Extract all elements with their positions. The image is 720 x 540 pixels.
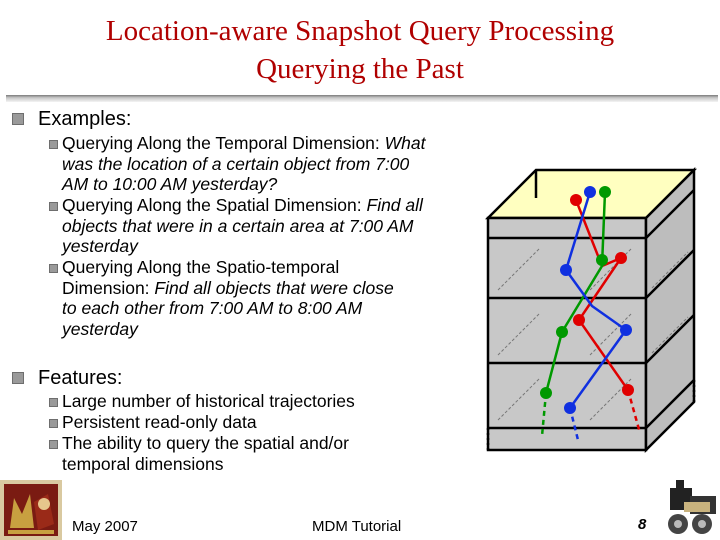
footer-date: May 2007 [72, 518, 138, 535]
slide-title-line2: Querying the Past [256, 53, 464, 85]
bullet-square-icon [12, 372, 24, 384]
example-item-temporal [62, 133, 432, 195]
features-heading: Features: [38, 367, 123, 389]
feature-item: Large number of historical trajectories [62, 391, 355, 411]
purdue-train-logo-icon [660, 478, 720, 540]
example-item-spatiotemporal [62, 257, 407, 339]
example-head: Querying Along the Temporal Dimension: [62, 133, 380, 153]
sub-bullet-icon [49, 202, 58, 211]
footer-title: MDM Tutorial [312, 518, 402, 535]
examples-heading: Examples: [38, 108, 132, 130]
sub-bullet-icon [49, 140, 58, 149]
example-body: Find all objects that were in a certain area at 7:00 AM yesterday [62, 195, 423, 256]
example-body: Find all objects that were close to each other from 7:00 AM to 8:00 AM yesterday [62, 277, 394, 339]
trajectory-cube-diagram [480, 158, 702, 458]
example-item-spatial [62, 195, 432, 257]
example-head: Querying Along the Spatio-temporal Dimension: [62, 257, 340, 298]
sub-bullet-icon [49, 440, 58, 449]
example-head: Querying Along the Spatial Dimension: [62, 195, 362, 215]
slide-title-line1: Location-aware Snapshot Query Processing [105, 15, 615, 47]
sub-bullet-icon [49, 419, 58, 428]
cube-side-face [646, 170, 694, 450]
sub-bullet-icon [49, 398, 58, 407]
sub-bullet-icon [49, 264, 58, 273]
example-body: What was the location of a certain object from 7:00 AM to 10:00 AM yesterday? [62, 133, 426, 194]
university-logo-icon [0, 480, 62, 540]
bullet-square-icon [12, 113, 24, 125]
feature-item: Persistent read-only data [62, 412, 257, 432]
page-number: 8 [638, 516, 647, 533]
title-divider [6, 95, 718, 102]
feature-item: The ability to query the spatial and/or temporal dimensions [62, 433, 349, 474]
